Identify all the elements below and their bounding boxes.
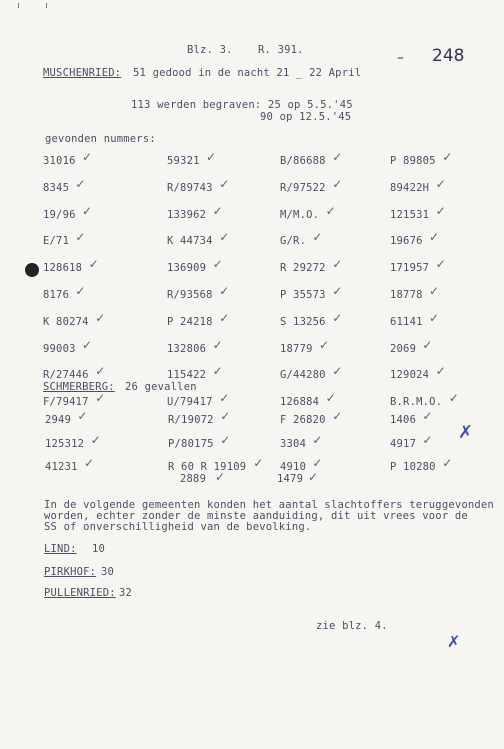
check-mark: ✓ xyxy=(219,391,230,406)
page-number: Blz. 3. xyxy=(187,44,233,56)
number-cell: 3304 xyxy=(280,437,307,450)
check-mark: ✓ xyxy=(220,432,231,447)
check-mark: ✓ xyxy=(75,176,86,191)
number-cell: 4917 xyxy=(390,437,417,450)
number-cell: 2949 xyxy=(45,414,72,426)
check-mark: ✓ xyxy=(312,230,323,245)
number-cell: 121531 xyxy=(390,208,430,221)
number-cell: 61141 xyxy=(390,315,423,328)
check-mark: ✓ xyxy=(442,456,453,470)
town-count: 10 xyxy=(92,543,106,555)
check-mark: ✓ xyxy=(219,230,230,245)
number-cell: B.R.M.O. xyxy=(390,396,443,409)
number-cell: U/79417 xyxy=(167,396,213,409)
number-cell: R/89743 xyxy=(167,181,213,194)
place-name: SCHMERBERG: xyxy=(43,381,115,393)
check-mark: ✓ xyxy=(95,310,106,325)
number-cell: R 29272 xyxy=(280,262,326,275)
number-cell: F/79417 xyxy=(43,396,89,409)
number-cell: 99003 xyxy=(43,342,76,355)
town-count: 32 xyxy=(119,587,133,599)
folio-dash: – xyxy=(397,50,404,66)
check-mark: ✓ xyxy=(442,150,453,164)
number-cell: 128618 xyxy=(43,262,83,275)
summary-text: 51 gedood in de nacht 21 _ 22 April xyxy=(133,67,362,79)
number-cell: 89422H xyxy=(390,181,430,194)
number-cell: 132806 xyxy=(167,342,207,355)
check-mark: ✓ xyxy=(212,203,223,218)
number-cell: 19/96 xyxy=(43,208,76,221)
number-cell: S 13256 xyxy=(280,315,326,328)
check-mark: ✓ xyxy=(219,284,230,298)
check-mark: ✓ xyxy=(82,337,93,352)
number-cell: 133962 xyxy=(167,208,207,221)
town-count: 30 xyxy=(101,566,115,578)
check-mark: ✓ xyxy=(325,203,336,218)
check-mark: ✓ xyxy=(82,150,93,164)
continued-note: zie blz. 4. xyxy=(316,620,388,632)
check-mark: ✓ xyxy=(429,310,440,325)
check-mark: ✓ xyxy=(332,310,343,325)
check-mark: ✓ xyxy=(332,150,343,164)
number-cell: 136909 xyxy=(167,262,207,275)
number-cell: K 80274 xyxy=(43,315,89,328)
number-cell: P 10280 xyxy=(390,461,436,473)
number-cell: R/19072 xyxy=(168,414,214,426)
check-mark: ✓ xyxy=(422,432,433,447)
number-cell: F 26820 xyxy=(280,414,326,426)
number-cell: 115422 xyxy=(167,369,207,382)
check-mark: ✓ xyxy=(77,409,88,423)
check-mark: ✓ xyxy=(95,364,106,379)
check-mark: ✓ xyxy=(435,257,446,272)
number-cell: 1406 xyxy=(390,414,417,426)
check-mark: ✓ xyxy=(325,391,336,406)
extra-number: 1479 xyxy=(277,473,304,485)
number-cell: E/71 xyxy=(43,235,70,248)
check-mark: ✓ xyxy=(212,364,223,379)
town-name: PULLENRIED: xyxy=(44,587,116,599)
number-cell: 125312 xyxy=(45,437,85,450)
check-mark: ✓ xyxy=(75,230,86,245)
check-mark: ✓ xyxy=(82,203,93,218)
edge-mark xyxy=(18,3,19,8)
check-mark: ✓ xyxy=(332,257,343,272)
number-cell: 31016 xyxy=(43,155,76,167)
check-mark: ✓ xyxy=(332,284,343,298)
check-mark: ✓ xyxy=(448,391,459,406)
number-cell: B/86688 xyxy=(280,155,326,167)
check-mark: ✓ xyxy=(219,176,230,191)
check-mark: ✓ xyxy=(332,176,343,191)
number-cell: M/M.O. xyxy=(280,208,320,221)
check-mark: ✓ xyxy=(312,432,323,447)
folio-number: 248 xyxy=(432,46,465,66)
check-mark: ✓ xyxy=(332,409,343,423)
check-mark: ✓ xyxy=(220,409,231,423)
check-mark: ✓ xyxy=(212,337,223,352)
check-mark: ✓ xyxy=(219,310,230,325)
number-cell: P 35573 xyxy=(280,289,326,301)
buried-line-1: 113 werden begraven: 25 op 5.5.'45 xyxy=(131,99,353,111)
town-name: LIND: xyxy=(44,543,77,555)
check-mark: ✓ xyxy=(308,470,319,484)
number-cell: G/R. xyxy=(280,235,307,248)
check-mark: ✓ xyxy=(435,364,446,379)
number-cell: R 60 R 19109 xyxy=(168,461,247,473)
number-cell: 4910 xyxy=(280,461,307,473)
check-mark: ✓ xyxy=(215,470,226,484)
check-mark: ✓ xyxy=(319,337,330,352)
number-cell: 8345 xyxy=(43,181,70,194)
number-cell: 8176 xyxy=(43,289,70,301)
check-mark: ✓ xyxy=(332,364,343,379)
number-cell: P/80175 xyxy=(168,437,214,450)
check-mark: ✓ xyxy=(206,150,217,164)
check-mark: ✓ xyxy=(435,203,446,218)
extra-number: 2889 xyxy=(180,473,207,485)
case-count: 26 gevallen xyxy=(125,381,197,393)
number-cell: R/27446 xyxy=(43,369,89,382)
number-cell: 41231 xyxy=(45,461,78,473)
reference-number: R. 391. xyxy=(258,44,304,56)
number-cell: 18779 xyxy=(280,342,313,355)
note-line: worden, echter zonder de minste aanduiding, dit uit vrees voor de xyxy=(44,510,468,522)
x-mark: ✗ xyxy=(447,632,461,651)
punch-hole xyxy=(25,263,39,277)
town-name: PIRKHOF: xyxy=(44,566,97,578)
note-line: In de volgende gemeenten konden het aantal slachtoffers teruggevonden xyxy=(44,499,494,511)
number-cell: P 89805 xyxy=(390,155,436,167)
number-cell: 171957 xyxy=(390,262,430,275)
x-mark: ✗ xyxy=(458,422,474,443)
check-mark: ✓ xyxy=(435,176,446,191)
number-cell: P 24218 xyxy=(167,315,213,328)
number-cell: G/44280 xyxy=(280,369,326,382)
check-mark: ✓ xyxy=(429,284,440,298)
number-cell: 126884 xyxy=(280,396,320,409)
check-mark: ✓ xyxy=(312,456,323,470)
number-cell: 18778 xyxy=(390,289,423,301)
check-mark: ✓ xyxy=(88,257,99,272)
check-mark: ✓ xyxy=(84,456,95,470)
number-cell: 19676 xyxy=(390,235,423,248)
check-mark: ✓ xyxy=(422,409,433,423)
number-cell: 129024 xyxy=(390,369,430,382)
check-mark: ✓ xyxy=(429,230,440,245)
buried-line-2: 90 op 12.5.'45 xyxy=(260,111,352,123)
check-mark: ✓ xyxy=(212,257,223,272)
place-name: MUSCHENRIED: xyxy=(43,67,122,79)
edge-mark xyxy=(46,3,47,8)
check-mark: ✓ xyxy=(90,432,101,447)
check-mark: ✓ xyxy=(95,391,106,406)
number-cell: R/93568 xyxy=(167,289,213,301)
number-cell: 59321 xyxy=(167,155,200,167)
check-mark: ✓ xyxy=(75,284,86,298)
number-cell: R/97522 xyxy=(280,181,326,194)
check-mark: ✓ xyxy=(422,337,433,352)
found-label: gevonden nummers: xyxy=(45,133,156,145)
check-mark: ✓ xyxy=(253,456,264,470)
note-line: SS of onverschilligheid van de bevolking. xyxy=(44,521,312,533)
number-cell: 2069 xyxy=(390,342,417,355)
number-cell: K 44734 xyxy=(167,235,213,248)
